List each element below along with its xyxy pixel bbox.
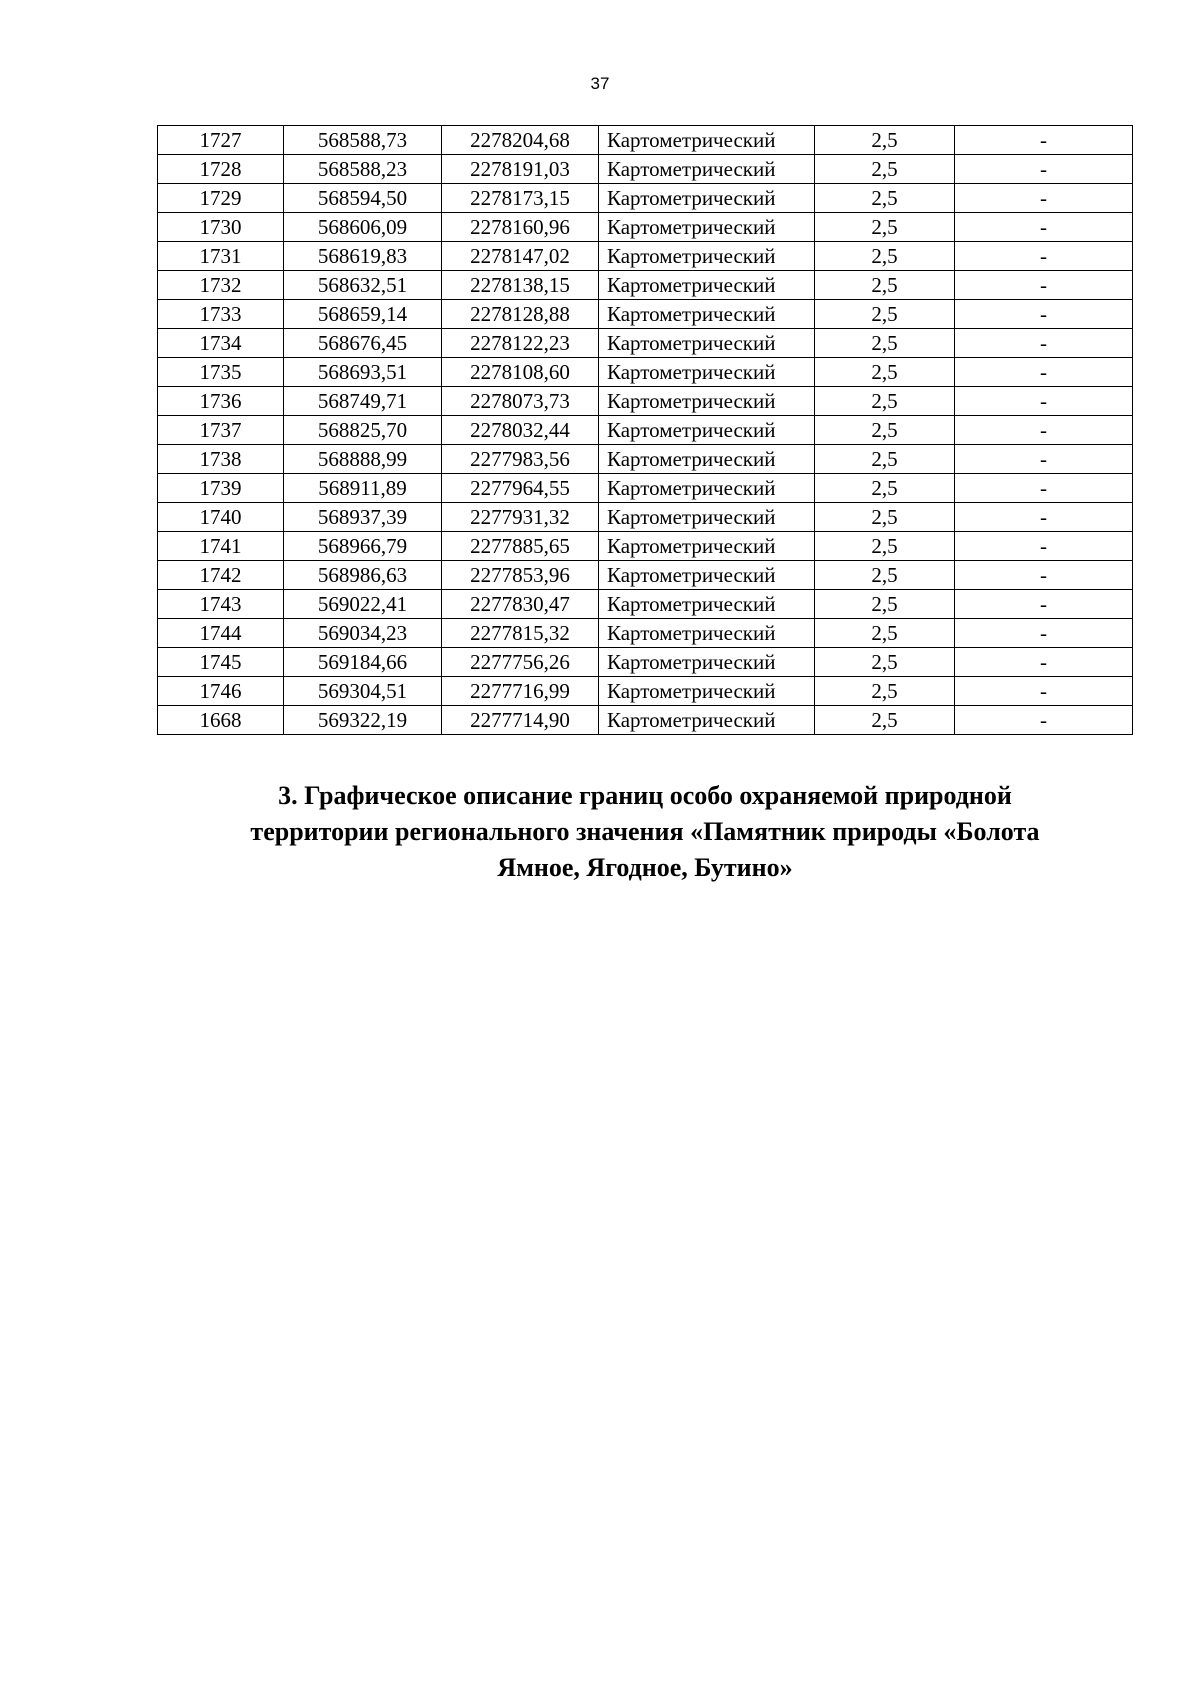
y-coordinate-cell: 2278160,96	[442, 213, 599, 242]
table-row	[158, 532, 1133, 561]
y-coordinate-cell: 2278108,60	[442, 358, 599, 387]
x-coordinate-cell: 568888,99	[284, 445, 442, 474]
section-heading-line: территории регионального значения «Памятник природы «Болота	[250, 817, 1040, 846]
y-coordinate-cell: 2277983,56	[442, 445, 599, 474]
accuracy-cell: 2,5	[815, 242, 955, 271]
point-number-cell: 1738	[158, 445, 284, 474]
accuracy-cell: 2,5	[815, 590, 955, 619]
y-coordinate-cell: 2277885,65	[442, 532, 599, 561]
table-row	[158, 706, 1133, 735]
note-cell: -	[955, 648, 1133, 677]
accuracy-cell: 2,5	[815, 300, 955, 329]
note-cell: -	[955, 706, 1133, 735]
y-coordinate-cell: 2278073,73	[442, 387, 599, 416]
y-coordinate-cell: 2277815,32	[442, 619, 599, 648]
method-cell: Картометрический	[599, 329, 815, 358]
y-coordinate-cell: 2277756,26	[442, 648, 599, 677]
point-number-cell: 1728	[158, 155, 284, 184]
point-number-cell: 1744	[158, 619, 284, 648]
x-coordinate-cell: 568619,83	[284, 242, 442, 271]
point-number-cell: 1735	[158, 358, 284, 387]
method-cell: Картометрический	[599, 155, 815, 184]
section-heading	[150, 778, 1140, 886]
method-cell: Картометрический	[599, 474, 815, 503]
note-cell: -	[955, 503, 1133, 532]
accuracy-cell: 2,5	[815, 358, 955, 387]
x-coordinate-cell: 568588,73	[284, 126, 442, 155]
table-row	[158, 474, 1133, 503]
note-cell: -	[955, 184, 1133, 213]
point-number-cell: 1733	[158, 300, 284, 329]
table-row	[158, 155, 1133, 184]
note-cell: -	[955, 619, 1133, 648]
x-coordinate-cell: 568749,71	[284, 387, 442, 416]
table-row	[158, 619, 1133, 648]
y-coordinate-cell: 2278122,23	[442, 329, 599, 358]
note-cell: -	[955, 126, 1133, 155]
accuracy-cell: 2,5	[815, 503, 955, 532]
x-coordinate-cell: 568825,70	[284, 416, 442, 445]
table-row	[158, 677, 1133, 706]
accuracy-cell: 2,5	[815, 532, 955, 561]
point-number-cell: 1741	[158, 532, 284, 561]
point-number-cell: 1727	[158, 126, 284, 155]
section-heading-line: 3. Графическое описание границ особо охраняемой природной	[278, 781, 1012, 810]
accuracy-cell: 2,5	[815, 387, 955, 416]
x-coordinate-cell: 568588,23	[284, 155, 442, 184]
x-coordinate-cell: 568966,79	[284, 532, 442, 561]
note-cell: -	[955, 532, 1133, 561]
method-cell: Картометрический	[599, 358, 815, 387]
table-row	[158, 358, 1133, 387]
table-row	[158, 213, 1133, 242]
table-row	[158, 300, 1133, 329]
note-cell: -	[955, 242, 1133, 271]
x-coordinate-cell: 568606,09	[284, 213, 442, 242]
accuracy-cell: 2,5	[815, 155, 955, 184]
table-row	[158, 126, 1133, 155]
x-coordinate-cell: 569022,41	[284, 590, 442, 619]
method-cell: Картометрический	[599, 126, 815, 155]
table-row	[158, 648, 1133, 677]
x-coordinate-cell: 568594,50	[284, 184, 442, 213]
table-row	[158, 387, 1133, 416]
accuracy-cell: 2,5	[815, 416, 955, 445]
method-cell: Картометрический	[599, 706, 815, 735]
point-number-cell: 1745	[158, 648, 284, 677]
method-cell: Картометрический	[599, 619, 815, 648]
accuracy-cell: 2,5	[815, 184, 955, 213]
point-number-cell: 1739	[158, 474, 284, 503]
note-cell: -	[955, 387, 1133, 416]
note-cell: -	[955, 590, 1133, 619]
table-row	[158, 561, 1133, 590]
method-cell: Картометрический	[599, 271, 815, 300]
x-coordinate-cell: 568676,45	[284, 329, 442, 358]
x-coordinate-cell: 568986,63	[284, 561, 442, 590]
y-coordinate-cell: 2277830,47	[442, 590, 599, 619]
note-cell: -	[955, 155, 1133, 184]
table-row	[158, 590, 1133, 619]
y-coordinate-cell: 2278032,44	[442, 416, 599, 445]
note-cell: -	[955, 474, 1133, 503]
table-row	[158, 503, 1133, 532]
point-number-cell: 1743	[158, 590, 284, 619]
point-number-cell: 1742	[158, 561, 284, 590]
y-coordinate-cell: 2278191,03	[442, 155, 599, 184]
note-cell: -	[955, 329, 1133, 358]
y-coordinate-cell: 2278138,15	[442, 271, 599, 300]
method-cell: Картометрический	[599, 503, 815, 532]
accuracy-cell: 2,5	[815, 619, 955, 648]
note-cell: -	[955, 213, 1133, 242]
method-cell: Картометрический	[599, 300, 815, 329]
x-coordinate-cell: 568911,89	[284, 474, 442, 503]
x-coordinate-cell: 568659,14	[284, 300, 442, 329]
accuracy-cell: 2,5	[815, 271, 955, 300]
note-cell: -	[955, 445, 1133, 474]
note-cell: -	[955, 271, 1133, 300]
accuracy-cell: 2,5	[815, 329, 955, 358]
accuracy-cell: 2,5	[815, 706, 955, 735]
x-coordinate-cell: 569034,23	[284, 619, 442, 648]
note-cell: -	[955, 416, 1133, 445]
accuracy-cell: 2,5	[815, 213, 955, 242]
point-number-cell: 1734	[158, 329, 284, 358]
method-cell: Картометрический	[599, 561, 815, 590]
point-number-cell: 1736	[158, 387, 284, 416]
method-cell: Картометрический	[599, 416, 815, 445]
method-cell: Картометрический	[599, 677, 815, 706]
table-row	[158, 329, 1133, 358]
y-coordinate-cell: 2278128,88	[442, 300, 599, 329]
x-coordinate-cell: 568632,51	[284, 271, 442, 300]
y-coordinate-cell: 2277964,55	[442, 474, 599, 503]
accuracy-cell: 2,5	[815, 126, 955, 155]
accuracy-cell: 2,5	[815, 677, 955, 706]
note-cell: -	[955, 358, 1133, 387]
note-cell: -	[955, 677, 1133, 706]
accuracy-cell: 2,5	[815, 561, 955, 590]
method-cell: Картометрический	[599, 387, 815, 416]
y-coordinate-cell: 2278147,02	[442, 242, 599, 271]
accuracy-cell: 2,5	[815, 445, 955, 474]
x-coordinate-cell: 569322,19	[284, 706, 442, 735]
point-number-cell: 1732	[158, 271, 284, 300]
coordinates-table-body	[158, 126, 1133, 735]
point-number-cell: 1730	[158, 213, 284, 242]
method-cell: Картометрический	[599, 648, 815, 677]
point-number-cell: 1740	[158, 503, 284, 532]
x-coordinate-cell: 568693,51	[284, 358, 442, 387]
method-cell: Картометрический	[599, 213, 815, 242]
point-number-cell: 1729	[158, 184, 284, 213]
point-number-cell: 1668	[158, 706, 284, 735]
table-row	[158, 242, 1133, 271]
x-coordinate-cell: 569304,51	[284, 677, 442, 706]
page-number: 37	[590, 74, 610, 93]
table-row	[158, 184, 1133, 213]
point-number-cell: 1737	[158, 416, 284, 445]
y-coordinate-cell: 2278204,68	[442, 126, 599, 155]
accuracy-cell: 2,5	[815, 474, 955, 503]
method-cell: Картометрический	[599, 532, 815, 561]
method-cell: Картометрический	[599, 590, 815, 619]
method-cell: Картометрический	[599, 445, 815, 474]
method-cell: Картометрический	[599, 242, 815, 271]
method-cell: Картометрический	[599, 184, 815, 213]
point-number-cell: 1746	[158, 677, 284, 706]
note-cell: -	[955, 561, 1133, 590]
accuracy-cell: 2,5	[815, 648, 955, 677]
point-number-cell: 1731	[158, 242, 284, 271]
table-row	[158, 445, 1133, 474]
y-coordinate-cell: 2277714,90	[442, 706, 599, 735]
table-row	[158, 416, 1133, 445]
coordinates-table	[157, 125, 1133, 735]
x-coordinate-cell: 569184,66	[284, 648, 442, 677]
note-cell: -	[955, 300, 1133, 329]
x-coordinate-cell: 568937,39	[284, 503, 442, 532]
section-heading-line: Ямное, Ягодное, Бутино»	[497, 853, 793, 882]
y-coordinate-cell: 2278173,15	[442, 184, 599, 213]
y-coordinate-cell: 2277931,32	[442, 503, 599, 532]
y-coordinate-cell: 2277853,96	[442, 561, 599, 590]
y-coordinate-cell: 2277716,99	[442, 677, 599, 706]
table-row	[158, 271, 1133, 300]
